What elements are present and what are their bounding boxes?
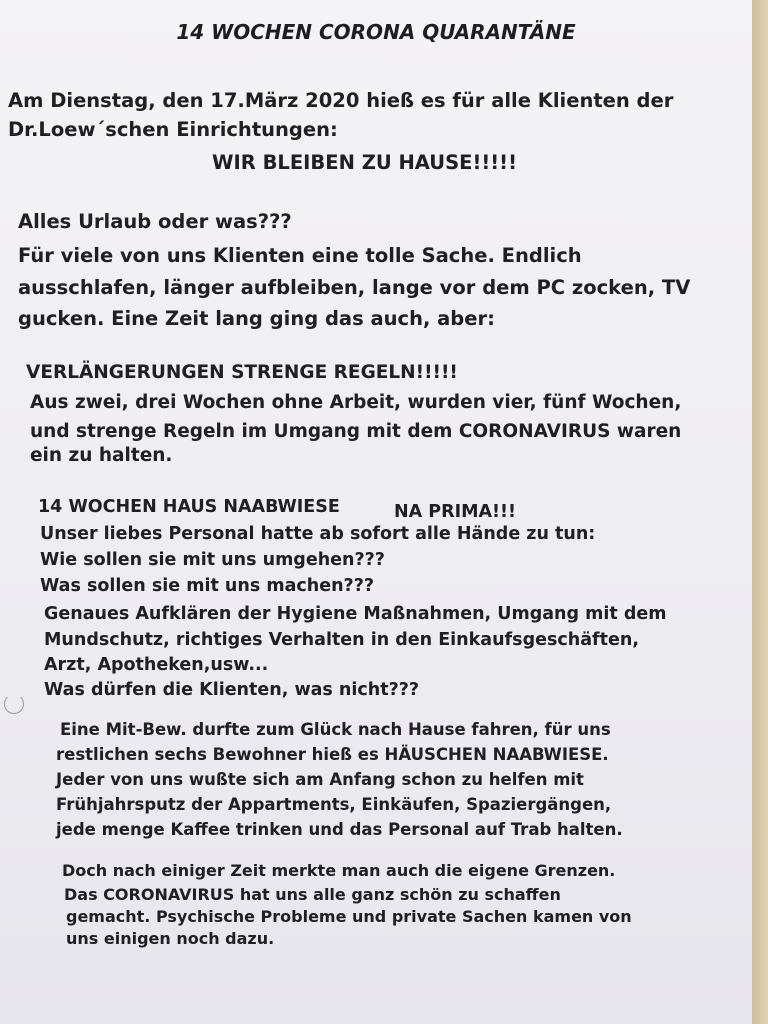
intro-line: Dr.Loew´schen Einrichtungen: [8, 118, 338, 141]
paragraph-line: und strenge Regeln im Umgang mit dem CORONAVIRUS waren [30, 421, 682, 442]
paragraph-line: Was sollen sie mit uns machen??? [40, 576, 375, 596]
paragraph-line: gucken. Eine Zeit lang ging das auch, aber: [18, 307, 495, 330]
paragraph-line: Doch nach einiger Zeit merkte man auch die eigene Grenzen. [62, 861, 616, 880]
paragraph-line: Arzt, Apotheken,usw... [44, 655, 269, 675]
paragraph-line: Das CORONAVIRUS hat uns alle ganz schön zu schaffen [64, 885, 561, 904]
background-edge [752, 0, 768, 1024]
section-heading-suffix: NA PRIMA!!! [394, 502, 516, 522]
paragraph-line: Aus zwei, drei Wochen ohne Arbeit, wurden vier, fünf Wochen, [30, 392, 682, 413]
paragraph-line: Genaues Aufklären der Hygiene Maßnahmen, Umgang mit dem [44, 604, 667, 624]
paragraph-line: Unser liebes Personal hatte ab sofort alle Hände zu tun: [40, 524, 596, 544]
paragraph-line: Für viele von uns Klienten eine tolle Sache. Endlich [18, 244, 582, 267]
section-heading: 14 WOCHEN HAUS NAABWIESE [38, 497, 340, 517]
paragraph-line: jede menge Kaffee trinken und das Personal auf Trab halten. [56, 820, 623, 839]
paragraph-line: Frühjahrsputz der Appartments, Einkäufen, Spaziergängen, [56, 795, 612, 814]
paragraph-line: Was dürfen die Klienten, was nicht??? [44, 680, 420, 700]
punch-hole-mark [4, 694, 24, 714]
paragraph-line: Eine Mit-Bew. durfte zum Glück nach Hause fahren, für uns [60, 720, 611, 739]
paragraph-line: ausschlafen, länger aufbleiben, lange vor dem PC zocken, TV [18, 276, 691, 299]
paragraph-line: Mundschutz, richtiges Verhalten in den Einkaufsgeschäften, [44, 630, 639, 650]
document-title: 14 WOCHEN CORONA QUARANTÄNE [176, 20, 576, 44]
intro-motto: WIR BLEIBEN ZU HAUSE!!!!! [212, 151, 517, 174]
paragraph-line: restlichen sechs Bewohner hieß es HÄUSCHEN NAABWIESE. [56, 745, 609, 764]
section-heading: VERLÄNGERUNGEN STRENGE REGELN!!!!! [26, 362, 458, 383]
paragraph-line: ein zu halten. [30, 445, 173, 466]
paragraph-line: Jeder von uns wußte sich am Anfang schon zu helfen mit [56, 770, 584, 789]
intro-line: Am Dienstag, den 17.März 2020 hieß es für alle Klienten der [8, 89, 674, 112]
paragraph-line: uns einigen noch dazu. [66, 929, 275, 948]
paragraph-line: gemacht. Psychische Probleme und private Sachen kamen von [66, 907, 632, 926]
paragraph-line: Wie sollen sie mit uns umgehen??? [40, 550, 385, 570]
section-heading: Alles Urlaub oder was??? [18, 210, 292, 233]
